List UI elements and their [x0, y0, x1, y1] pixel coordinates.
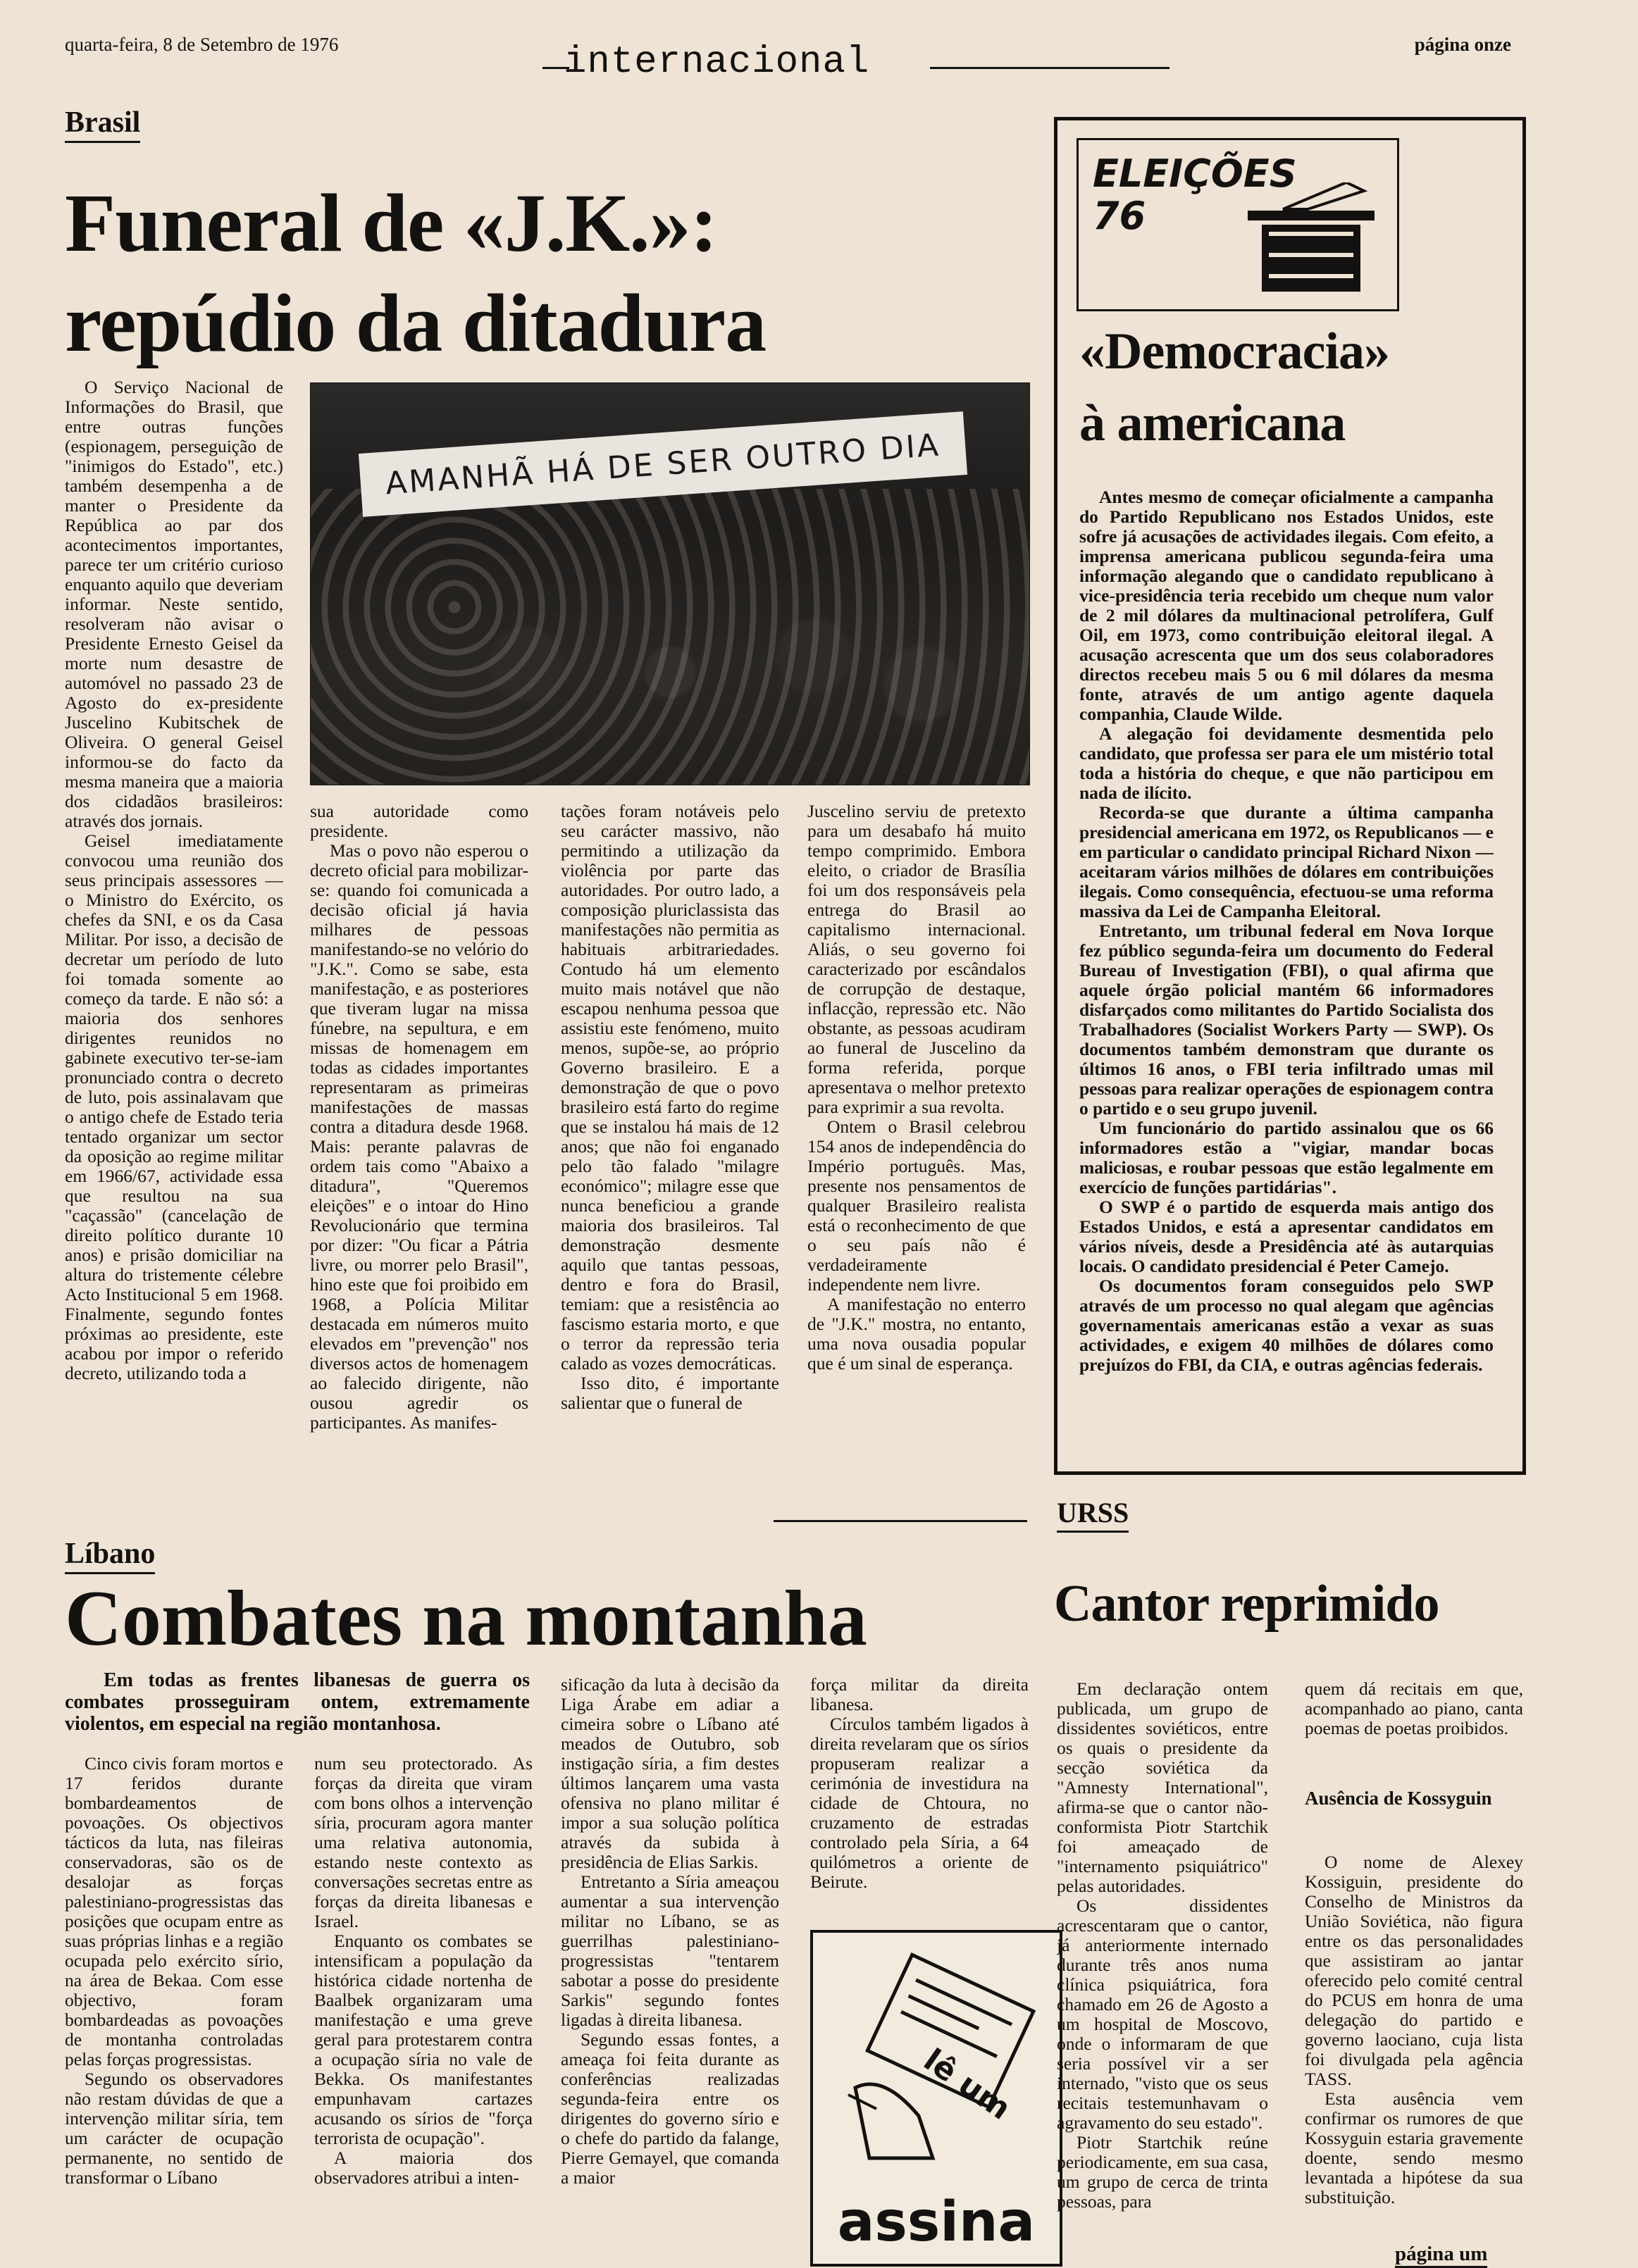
paragraph: O Serviço Nacional de Informações do Brasil, que entre outras funções (espionagem, perseguição de "inimigos do Estado", etc.) também desempenha a de manter o Presidente da República ao par dos acontecimentos importantes, parece ter um critério curioso enquanto aquilo que deveriam informar. Neste sentido, resolveram não avisar o Presidente Ernesto Geisel da morte num desastre de automóvel no passado 23 de Agosto do ex-presidente Juscelino Kubitschek de Oliveira. O general Geisel informou-se do facto da mesma maneira que a maioria dos cidadãos brasileiros: através dos jornais.: [65, 378, 283, 831]
libano-kicker: Líbano: [65, 1537, 155, 1574]
urss-kicker: URSS: [1057, 1496, 1129, 1533]
paragraph: Juscelino serviu de pretexto para um desabafo há muito tempo comprimido. Embora eleito, o criador de Brasília foi um dos responsáveis pela entrega do Brasil ao capitalismo internacional. Aliás, o seu governo foi caracterizado por escândalos de corrupção de destaque, inflacção, repressão etc. Não obstante, as pessoas acudiram ao funeral de Juscelino da forma referida, porque apresentava o melhor pretexto para exprimir a sua revolta.: [807, 802, 1026, 1117]
paragraph: Geisel imediatamente convocou uma reunião dos seus principais assessores — o Ministro do Exército, os chefes da SNI, e os da Casa Militar. Por isso, a decisão de decretar um período de luto foi tomada somente ao começo da tarde. E não só: a maioria dos senhores dirigentes reunidos no gabinete executivo ter-se-iam pronunciado contra o decreto de luto, pois assinalavam que o antigo chefe de Estado teria tentado organizar um sector da oposição ao regime militar em 1966/67, actividade essa que resultou na sua "caçassão" (cancelação de direito político durante 10 anos) e prisão domiciliar na altura do tristemente célebre Acto Institucional 5 em 1968. Finalmente, segundo fontes próximas ao presidente, este acabou por impor o referido decreto, utilizando toda a: [65, 830, 283, 1383]
funeral-crowd-photo: [310, 382, 1030, 785]
combates-column-3: [561, 1675, 779, 2261]
paragraph: Entretanto a Síria ameaçou aumentar a sua intervenção militar no Líbano, se as guerrilhas palestiniano-progressistas "tentarem sabotar a posse do presidente Sarkis" segundo fontes ligadas à direita libanesa.: [561, 1871, 779, 2030]
funeral-headline-line2: repúdio da ditadura: [65, 277, 767, 369]
paragraph: Entretanto, um tribunal federal em Nova Iorque fez público segunda-feira um documento do Federal Bureau of Investigation (FBI), o qual afirma que aquele órgão policial mantém 66 informadores disfarçados como militantes do Partido Socialista dos Trabalhadores (Socialist Workers Party — SWP). Os documentos também demonstram que durante os últimos 16 anos, o FBI teria infiltrado umas mil pessoas para realizar operações de espionagem contra o partido e o seu grupo juvenil.: [1079, 921, 1494, 1119]
page-number: página onze: [1414, 34, 1511, 55]
democracia-headline-line2: à americana: [1079, 394, 1346, 452]
funeral-column-1: [65, 378, 283, 1512]
cantor-column-2a: [1305, 1679, 1523, 1764]
funeral-column-4: [807, 802, 1026, 1513]
eleicoes-76-logo: [1077, 138, 1399, 311]
paragraph: A manifestação no enterro de "J.K." mostra, no entanto, uma nova ousadia popular que é um sinal de esperança.: [807, 1294, 1026, 1373]
paragraph: A maioria dos observadores atribui a inten-: [314, 2148, 533, 2188]
paragraph: tações foram notáveis pelo seu carácter massivo, não permitindo a utilização da violência por parte das autoridades. Por outro lado, a composição pluriclassista das manifestações não permitia as habituais arbitrariedades. Contudo há um elemento muito mais notável que não escapou nenhuma pessoa que assistiu este fenómeno, muito menos, supõe-se, ao próprio Governo brasileiro. E a demonstração de que o povo brasileiro está farto do regime que se instalou há mais de 12 anos; que não foi enganado pelo tão falado "milagre económico"; milagre esse que nunca beneficiou a grande maioria dos brasileiros. Tal demonstração desmente aquilo que tantas pessoas, dentro e fora do Brasil, temiam: que a resistência ao fascismo estaria morto, e que o terror da repressão teria calado as vozes democráticas.: [561, 802, 779, 1373]
combates-column-4: [810, 1675, 1029, 1914]
paragraph: Os documentos foram conseguidos pelo SWP através de um processo no qual alegam que agências governamentais americanas estão a vexar as suas actividades, e exigem 40 milhões de dólares como prejuízos do FBI, da CIA, e outras agências federais.: [1079, 1276, 1494, 1375]
democracia-headline-line1: «Democracia»: [1079, 323, 1390, 380]
paragraph: Isso dito, é importante salientar que o funeral de: [561, 1373, 779, 1413]
cantor-headline: Cantor reprimido: [1054, 1575, 1439, 1633]
paragraph: sificação da luta à decisão da Liga Árabe em adiar a cimeira sobre o Líbano até meados de Outubro, sob instigação síria, a fim destes últimos lançarem uma vasta ofensiva no plano militar é impor a sua solução política através da subida à presidência de Elias Sarkis.: [561, 1675, 779, 1872]
combates-headline: Combates na montanha: [65, 1575, 867, 1662]
paragraph: quem dá recitais em que, acompanhado ao piano, canta poemas de poetas proibidos.: [1305, 1679, 1523, 1738]
cantor-column-2b: [1305, 1852, 1523, 2247]
issue-date: quarta-feira, 8 de Setembro de 1976: [65, 34, 339, 55]
paragraph: A alegação foi devidamente desmentida pelo candidato, que professa ser para ele um mistério total toda a história do cheque, e que não participou em nada de ilícito.: [1079, 723, 1494, 803]
paragraph: Piotr Startchik reúne periodicamente, em sua casa, um grupo de cerca de trinta pessoas, para: [1057, 2132, 1268, 2212]
paragraph: Um funcionário do partido assinalou que os 66 informadores estão a "vigiar, mandar bocas maliciosas, e roubar pessoas que estão legalmente em exercício de funções partidárias".: [1079, 1118, 1494, 1197]
paragraph: O SWP é o partido de esquerda mais antigo dos Estados Unidos, e está a apresentar candidatos em vários níveis, desde a Presidência até às autarquias locais. O candidato presidencial é Peter Camejo.: [1079, 1197, 1494, 1276]
paragraph: Antes mesmo de começar oficialmente a campanha do Partido Republicano nos Estados Unidos, este sofre já acusações de actividades ilegais. Com efeito, a imprensa americana publicou segunda-feira uma informação alegando que o candidato republicano à vice-presidência teria recebido um cheque num valor de 2 mil dólares da multinacional petrolífera, Gulf Oil, em 1973, como contribuição eleitoral ilegal. A acusação acrescenta que um dos seus colaboradores directos recebeu mais 5 ou 6 mil dólares da mesma fonte, através de um antigo agente daquela companhia, Claude Wilde.: [1079, 487, 1494, 724]
paragraph: Segundo os observadores não restam dúvidas de que a intervenção militar síria, tem um carácter de ocupação permanente, no sentido de transformar o Líbano: [65, 2069, 283, 2188]
paragraph: Cinco civis foram mortos e 17 feridos durante bombardeamentos de povoações. Os objectivos tácticos da luta, nas fileiras conservadoras, são os de desalojar as forças palestiniano-progressistas das posições que ocupam entre as suas próprias linhas e a região ocupada pelo exército sírio, na área de Bekaa. Com esse objectivo, foram bombardeadas as povoações de montanha controladas pelas forças progressistas.: [65, 1754, 283, 2069]
paragraph: Círculos também ligados à direita revelaram que os sírios propuseram realizar a cerimónia de investidura na cidade de Chtoura, no cruzamento de estradas controlado pela Síria, a 64 quilómetros a oriente de Beirute.: [810, 1714, 1029, 1892]
continue-page-link[interactable]: página um: [1395, 2243, 1487, 2268]
crowd-shading: [311, 489, 1029, 785]
paragraph: Esta ausência vem confirmar os rumores de que Kossyguin estaria gravemente doente, sendo mesmo levantada a hipótese da sua substituição.: [1305, 2088, 1523, 2207]
section-title: internacional: [564, 41, 870, 84]
democracia-body: [1079, 487, 1494, 1445]
logo-text: ELEIÇÕES 76: [1093, 151, 1297, 238]
paragraph: Os dissidentes acrescentaram que o cantor, já anteriormente internado durante três anos numa clínica psiquiátrica, fora chamado em 26 de Agosto a um hospital de Moscovo, onde o informaram de que seria possível vir a ser internado, "visto que os seus recitais testemunhavam o agravamento do seu estado".: [1057, 1895, 1268, 2133]
brasil-kicker: Brasil: [65, 106, 140, 143]
cantor-column-1: [1057, 1679, 1268, 2243]
ballot-box-icon: [1241, 182, 1382, 295]
combates-lead: Em todas as frentes libanesas de guerra os combates prosseguiram ontem, extremamente violentos, em especial na região montanhosa.: [65, 1669, 530, 1735]
protest-banner: AMANHÃ HÁ DE SER OUTRO DIA: [359, 411, 967, 517]
paragraph: O nome de Alexey Kossiguin, presidente do Conselho de Ministros da União Soviética, não figura entre os das personalidades que assistiram ao jantar oferecido pelo comité central do PCUS em honra de uma delegação do partido e governo laociano, cuja lista foi divulgada pela agência TASS.: [1305, 1852, 1523, 2089]
paragraph: Mas o povo não esperou o decreto oficial para mobilizar-se: quando foi comunicada a decisão oficial já havia milhares de pessoas manifestando-se no velório do "J.K.". Como se sabe, esta manifestação, e as posteriores que tiveram lugar na missa fúnebre, na sepultura, e em missas de homenagem em todas as cidades importantes representaram as primeiras manifestações de massas contra a ditadura desde 1968. Mais: perante palavras de ordem tais como "Abaixo a ditadura", "Queremos eleições" e o intoar do Hino Revolucionário que termina por dizer: "Ou ficar a Pátria livre, ou morrer pelo Brasil", hino este que foi proibido em 1968, a Polícia Militar destacada em números muito elevados em "prevenção" nos diversos actos de homenagem ao falecido dirigente, não ousou agredir os participantes. As manifes-: [310, 840, 528, 1433]
funeral-column-2: [310, 802, 528, 1513]
paragraph: Ontem o Brasil celebrou 154 anos de independência do Império português. Mas, presente nos pensamentos de qualquer Brasileiro realista está o reconhecimento de que o seu país não é verdadeiramente independente nem livre.: [807, 1116, 1026, 1295]
paragraph: sua autoridade como presidente.: [310, 802, 528, 841]
paragraph: Recorda-se que durante a última campanha presidencial americana em 1972, os Republicanos — e em particular o candidato principal Richard Nixon — aceitaram vários milhões de dólares em contribuições ilegais. Como consequência, efectuou-se uma reforma massiva da Lei de Campanha Eleitoral.: [1079, 802, 1494, 921]
kossyguin-subhead: Ausência de Kossyguin: [1305, 1788, 1492, 1809]
subscription-ad: [810, 1930, 1062, 2267]
ad-small-text: lê um: [917, 2042, 1017, 2127]
ad-assina-text: assina: [837, 2191, 1036, 2254]
funeral-headline-line1: Funeral de «J.K.»:: [65, 177, 717, 269]
combates-column-1: [65, 1754, 283, 2261]
paragraph: Segundo essas fontes, a ameaça foi feita durante as conferências realizadas segunda-feira entre os dirigentes do governo sírio e o chefe do partido da falange, Pierre Gemayel, que comanda a maior: [561, 2029, 779, 2188]
column-end-rule: [774, 1520, 1027, 1522]
paragraph: Enquanto os combates se intensificam a população da histórica cidade nortenha de Baalbek organizaram uma manifestação e uma greve geral para protestarem contra a ocupação síria no vale de Bekka. Os manifestantes empunhavam cartazes acusando os sírios de "força terrorista de ocupação".: [314, 1931, 533, 2148]
paragraph: num seu protectorado. As forças da direita que viram com bons olhos a intervenção síria, procuram agora manter uma relativa autonomia, estando neste contexto as conversações secretas entre as forças da direita libanesas e Israel.: [314, 1754, 533, 1931]
combates-column-2: [314, 1754, 533, 2261]
paragraph: força militar da direita libanesa.: [810, 1675, 1029, 1714]
paragraph: Em declaração ontem publicada, um grupo de dissidentes soviéticos, entre os quais o presidente da secção soviética da "Amnesty International", afirma-se que o cantor não-conformista Piotr Startchik foi ameaçado de "internamento psiquiátrico" pelas autoridades.: [1057, 1679, 1268, 1896]
masthead-rule-right: [930, 67, 1169, 69]
funeral-column-3: [561, 802, 779, 1513]
